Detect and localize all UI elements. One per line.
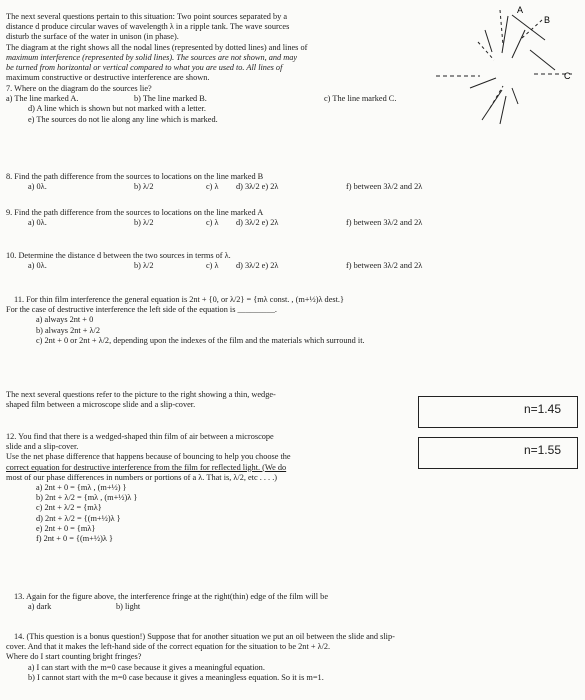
question-stem: Where do I start counting bright fringes? xyxy=(6,652,142,662)
choice[interactable]: f) 2nt + 0 = {(m+½)λ } xyxy=(36,534,113,544)
choice[interactable]: b) λ/2 xyxy=(134,261,154,271)
choice[interactable]: b) λ/2 xyxy=(134,218,154,228)
intro-line: The next several questions refer to the picture to the right showing a thin, wedge- xyxy=(6,390,276,399)
interference-diagram xyxy=(430,0,580,150)
question-9 xyxy=(6,208,575,228)
slip-cover-box xyxy=(418,437,578,469)
choice[interactable]: e) The sources do not lie along any line which is marked. xyxy=(28,114,218,124)
intro-line: maximum interference (represented by solid lines). The sources are not shown, and may xyxy=(6,52,298,62)
wedge-intro xyxy=(6,390,435,410)
choice[interactable]: d) A line which is shown but not marked with a letter. xyxy=(28,104,206,114)
choice[interactable]: c) The line marked C. xyxy=(324,94,397,104)
choice[interactable]: c) λ xyxy=(206,261,219,271)
intro-line: disturb the surface of the water in unison (in phase). xyxy=(6,32,179,42)
index-label-top: n=1.45 xyxy=(523,402,561,416)
max-line xyxy=(485,30,492,52)
choice[interactable]: f) between 3λ/2 and 2λ xyxy=(346,182,423,192)
nodal-line xyxy=(500,10,503,45)
question-stem: For the case of destructive interference the left side of the equation is _________. xyxy=(6,305,277,315)
question-stem: 14. (This question is a bonus question!) Suppose that for another situation we put an oil between the slide and slip- xyxy=(14,632,395,641)
choice[interactable]: e) 2nt + 0 = {mλ} xyxy=(36,523,96,533)
choice[interactable]: a) I can start with the m=0 case because it gives a meaningful equation. xyxy=(28,662,265,672)
intro-line: maximum constructive or destructive interference are shown. xyxy=(6,73,210,83)
choice[interactable]: b) I cannot start with the m=0 case because it gives a meaningless equation. So it is m=1. xyxy=(28,672,324,682)
label-b: B xyxy=(544,15,551,25)
intro-line: The diagram at the right shows all the nodal lines (represented by dotted lines) and lines of xyxy=(6,42,308,52)
choice[interactable]: a) always 2nt + 0 xyxy=(36,315,94,325)
question-7 xyxy=(6,84,575,125)
choice[interactable]: b) always 2nt + λ/2 xyxy=(36,325,101,335)
choice[interactable]: a) 0λ. xyxy=(28,218,47,228)
intro-line: distance d produce circular waves of wavelength λ in a ripple tank. The wave sources xyxy=(6,22,290,32)
intro-line: be turned from horizontal or vertical compared to what you are used to. All lines of xyxy=(6,63,283,73)
choice[interactable]: d) 2nt + λ/2 = {(m+½)λ } xyxy=(36,513,121,523)
intro-paragraph xyxy=(6,12,435,83)
question-11 xyxy=(6,295,575,346)
choice[interactable]: f) between 3λ/2 and 2λ xyxy=(346,218,423,228)
question-stem: 10. Determine the distance d between the two sources in terms of λ. xyxy=(6,251,231,260)
question-stem: 12. You find that there is a wedged-shaped thin film of air between a microscope xyxy=(6,432,274,441)
max-line xyxy=(530,50,555,70)
max-line xyxy=(512,30,525,58)
choice[interactable]: c) 2nt + λ/2 = {mλ} xyxy=(36,503,102,513)
choice[interactable]: d) 3λ/2 e) 2λ xyxy=(236,218,279,228)
question-12 xyxy=(6,432,435,544)
question-stem: most of our phase differences in numbers or portions of a λ. That is, λ/2, etc . . . .) xyxy=(6,472,278,482)
label-a: A xyxy=(517,5,524,15)
choice[interactable]: a) The line marked A. xyxy=(6,94,79,104)
question-stem: correct equation for destructive interference from the film for reflected light. (We do xyxy=(6,462,287,472)
question-stem: 11. For thin film interference the general equation is 2nt + {0, or λ/2} = {mλ const. , (m+½)λ dest.} xyxy=(14,295,344,304)
question-stem: 13. Again for the figure above, the interference fringe at the right(thin) edge of the film will be xyxy=(14,592,329,601)
question-stem: 9. Find the path difference from the sources to locations on the line marked A xyxy=(6,208,264,217)
choice[interactable]: c) λ xyxy=(206,218,219,228)
question-stem: Use the net phase difference that happens because of bouncing to help you choose the xyxy=(6,452,291,462)
question-10 xyxy=(6,251,575,271)
choice[interactable]: a) 0λ. xyxy=(28,261,47,271)
choice[interactable]: c) λ xyxy=(206,182,219,192)
question-8 xyxy=(6,172,575,192)
choice[interactable]: a) dark xyxy=(28,602,52,612)
choice[interactable]: d) 3λ/2 e) 2λ xyxy=(236,182,279,192)
intro-line: The next several questions pertain to this situation: Two point sources separated by a xyxy=(6,12,288,21)
question-13 xyxy=(6,592,575,612)
intro-line: shaped film between a microscope slide and a slip-cover. xyxy=(6,400,196,410)
max-line xyxy=(502,16,508,53)
choice[interactable]: f) between 3λ/2 and 2λ xyxy=(346,261,423,271)
question-stem: cover. And that it makes the left-hand side of the correct equation for the situation to be 2nt + λ/2. xyxy=(6,642,331,652)
index-label-bottom: n=1.55 xyxy=(523,443,561,457)
choice[interactable]: a) 0λ. xyxy=(28,182,47,192)
question-stem: 7. Where on the diagram do the sources lie? xyxy=(6,84,152,93)
choice[interactable]: b) The line marked B. xyxy=(134,94,207,104)
question-stem: slide and a slip-cover. xyxy=(6,442,79,452)
label-c: C xyxy=(564,71,571,81)
choice[interactable]: b) light xyxy=(116,602,141,612)
max-line xyxy=(512,15,545,40)
choice[interactable]: b) λ/2 xyxy=(134,182,154,192)
question-stem: 8. Find the path difference from the sources to locations on the line marked B xyxy=(6,172,264,181)
choice[interactable]: c) 2nt + 0 or 2nt + λ/2, depending upon the indexes of the film and the materials which surround it. xyxy=(36,335,365,345)
choice[interactable]: a) 2nt + 0 = {mλ , (m+½) } xyxy=(36,483,127,493)
choice[interactable]: b) 2nt + λ/2 = {mλ , (m+½)λ } xyxy=(36,493,138,503)
slide-box xyxy=(418,396,578,428)
question-14 xyxy=(6,632,579,683)
choice[interactable]: d) 3λ/2 e) 2λ xyxy=(236,261,279,271)
